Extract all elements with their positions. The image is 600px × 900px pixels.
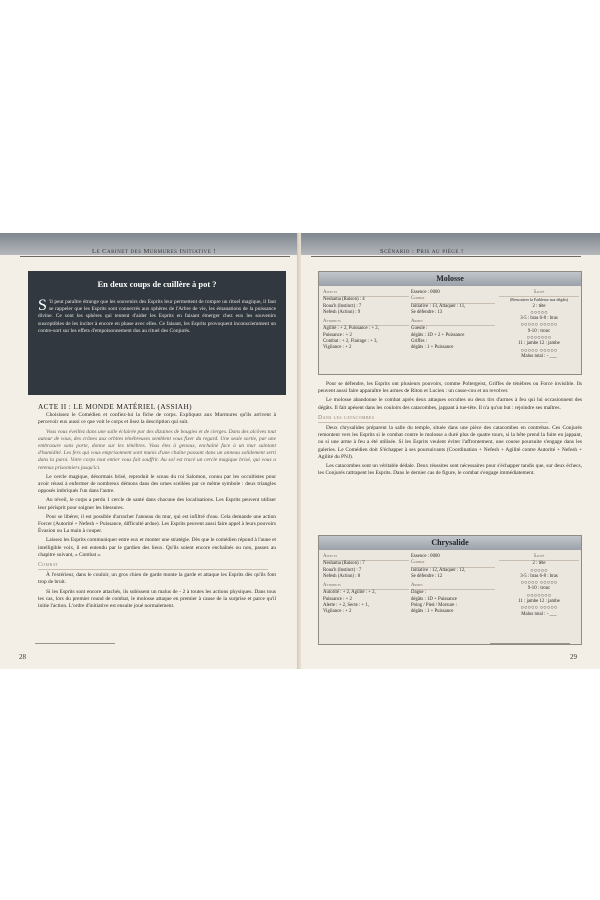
left-page <box>0 233 299 669</box>
sidebar-text: S 'il peut paraître étrange que les souvenirs des Esprits leur permettent de rompre un rituel magique, il faut se rappeler que les Esprits sont connectés aux sphères de l'Arbre de vie, les émanations de la puissance divine. Ce sont les sphères qui tentent d'aider les Esprits en faisant émerger chez eux les souvenirs susceptibles de les inciter à encore en phase avec elles. Ce faisant, les Esprits provoquent inconsciemment un contre-sort sur les effets d'empoisonnement dus au rituel des Conjurés. <box>38 297 276 334</box>
stat-line: Combat : + 2, Flairage : + 3, <box>323 339 378 345</box>
stat-line: Initiative : 12, Attaquer : 12, <box>411 567 466 573</box>
sante-label: 9-10 : tronc <box>527 328 551 334</box>
stat-block-title: Molosse <box>319 272 581 286</box>
paragraph: Deux chrysalides préparent la salle du temple, située dans une pièce des catacombes en contrebas. Ces Conjurés remontent vers les Esprits si le combat contre le molosse a duré plus de quatre tours, si la bête prend la fuite en jappant, ou si une arme à feu a été utilisée. Si les Esprits veulent éviter l'affrontement, une course poursuite s'engage dans les galeries. Le Comédien doit S'échapper à ses poursuivants (Coordination + Nefesh + Agilité contre Autorité + Nefesh + Agilité du PNJ). <box>318 425 582 460</box>
stat-line: Essence : 0000 <box>411 554 440 559</box>
stat-line: dégâts : 1 + Puissance <box>411 609 454 615</box>
footer-ornament <box>35 643 115 663</box>
stat-line: dégâts : 1D + Puissance <box>411 596 457 602</box>
stat-line: Vigilance : + 2 <box>323 609 352 615</box>
stat-heading: Aspects <box>323 554 409 561</box>
health-circles: ○○○○○ <box>530 567 548 574</box>
stat-line: dégâts : 1 + Puissance <box>411 345 454 351</box>
stat-line: Autorité : + 2, Agilité : + 2, <box>323 590 376 596</box>
stat-heading: Attributs <box>323 583 409 590</box>
stat-heading: Combat <box>411 560 495 567</box>
footer-ornament <box>490 643 570 663</box>
stat-heading: Aspects <box>323 290 409 297</box>
page-number: 28 <box>19 653 26 661</box>
stat-block-chrysalide <box>318 535 582 645</box>
running-head: Le Cabinet des Murmures Initiative ! <box>92 248 216 255</box>
sante-label: 2 : tête <box>532 561 546 567</box>
paragraph: Pour se libérer, il est possible d'arracher l'anneau du mur, qui est infiltré d'eau. Cela demande une action Forcer (Autorité + Nefesh + Puissance, difficulté ardue). Les Esprits peuvent aussi faire appel à leurs pouvoirs Évasion ou La main à couper. <box>38 513 277 535</box>
sante-label: 3-5 : bras 6-8 : bras <box>520 316 558 322</box>
subhead-catacombes: Dans les catacombes <box>318 415 548 423</box>
stat-line: Initiative : 13, Attaquer : 11, <box>411 303 466 309</box>
stat-block-title: Chrysalide <box>319 536 581 550</box>
stat-line: Se défendre : 12 <box>411 573 443 579</box>
health-circles: ○○○○○ ○○○○○ <box>520 605 558 612</box>
stat-heading: Attributs <box>323 319 409 326</box>
stat-heading: Armes <box>411 583 495 590</box>
stat-heading: Santé <box>499 290 579 297</box>
stat-line: Se défendre : 13 <box>411 309 443 315</box>
health-circles: ○○○○○○○ <box>526 592 552 599</box>
book-spread <box>0 233 600 669</box>
stat-col-aspects <box>323 290 409 352</box>
stat-line: dégâts : 1D + 2 + Puissance <box>411 332 465 338</box>
stat-line: Griffes : <box>411 339 428 345</box>
malus-total: Malus total : - ___ <box>521 611 557 617</box>
sidebar-title: En deux coups de cuillère à pot ? <box>97 279 217 289</box>
stat-heading: Santé <box>499 554 579 561</box>
stat-col-aspects <box>323 554 409 616</box>
stat-line: Nefesh (Action) : 9 <box>323 309 361 315</box>
stat-line: Nefesh (Action) : 8 <box>323 573 361 579</box>
paragraph: Au réveil, le corps a perdu 1 cercle de santé dans chacune des localisations. Les Esprits peuvent utiliser leur périsprit pour soigner les blessures. <box>38 497 276 511</box>
header-rule <box>311 256 581 257</box>
stat-line: Puissance : + 2 <box>323 596 352 602</box>
health-circles: ○○○○○ <box>530 309 548 316</box>
stat-col-sante <box>499 554 579 618</box>
stat-line: Roua'h (Instinct) : 7 <box>323 303 362 309</box>
paragraph: Le molosse abandonne le combat après deux attaques occultes ou deux tirs d'armes à feu qui lui occasionnent des dégâts. Il fait apésent dans les couloirs des catacombes, jappant à tue-tête. Il n'a qu'un but : rejoindre ses maîtres. <box>318 397 582 411</box>
paragraph: À l'extérieur, dans le couloir, un gros chien de garde monte la garde et attaque les Esprits dès qu'ils font trop de bruit. <box>38 572 276 586</box>
stat-line: Poing / Pied / Morsure : <box>411 603 457 609</box>
sante-label: 3-5 : bras 6-8 : bras <box>520 573 558 579</box>
stat-heading: Combat <box>411 296 495 303</box>
stat-line: Puissance : + 2 <box>323 332 352 338</box>
stat-line: Vigilance : + 2 <box>323 345 352 351</box>
act-title: ACTE II : LE MONDE MATÉRIEL (ASSIAH) <box>38 402 192 411</box>
page-number: 29 <box>570 653 577 661</box>
paragraph: Pour se défendre, les Esprits ont plusieurs pouvoirs, comme Poltergeist, Griffes de ténèbres ou Force invisible. Ils peuvent aussi faire apparaître les armes de Riton et Lucien : un casse-cou et un revolver. <box>318 381 582 395</box>
stat-col-combat <box>411 290 495 352</box>
stat-col-sante <box>499 290 579 360</box>
paragraph: Si les Esprits sont encore attachés, ils subissent un malus de - 2 à toutes les actions physiques. Dans tous les cas, lors du premier round de combat, le molosse attaque en premier à cause de la surprise et parce qu'il initie l'action. L'ordre d'initiative est ensuite joué normalement. <box>38 588 276 610</box>
stat-line: Essence : 0000 <box>411 290 440 295</box>
left-column <box>38 403 276 612</box>
paragraph: Les catacombes sont un véritable dédale. Deux réussites sont nécessaires pour s'échapper tandis que, sur deux échecs, les Conjurés rattrapent les Esprits. Dans le dernier cas de figure, le combat s'engage immédiatement. <box>318 463 582 477</box>
stat-line: Neshama (Raison) : 7 <box>323 561 365 567</box>
stat-line: Gueule : <box>411 326 428 332</box>
stat-line: Agilité : + 2, Puissance : + 2, <box>323 326 379 332</box>
read-aloud-text: Vous vous éveillez dans une salle éclairée par des dizaines de bougies et de cierges. Dans des alcôves tout autour de vous, des crânes aux orbites ténébreuses semblent vous fixer du regard. Une seule sortie, par une embrasure sans porte, donne sur les ténèbres. Vous êtes à genoux, enchaîné face à un mur suintant d'humidité. Les fers qui vous emprisonnent sont munis d'une chaîne passant dans un anneau solidement serti dans la paroi. Votre corps tout entier vous fait souffrir. Au sol est tracé un cercle magique brisé, qui vous a retenus prisonniers jusqu'ici. <box>38 428 276 471</box>
stat-line: Neshama (Raison) : 4 <box>323 297 365 303</box>
paragraph: Le cercle magique, désormais brisé, reproduit le sceau du roi Salomon, connu par les occultistes pour avoir réussi à enfermer de nombreux démons dans des urnes scellées par ce même symbole : deux triangles opposés imbriqués l'un dans l'autre. <box>38 473 276 495</box>
stat-heading: Armes <box>411 319 495 326</box>
sante-label: 9-10 : tronc <box>527 586 551 592</box>
stat-line: Alerte : + 2, Secte : + 1, <box>323 603 370 609</box>
sante-label: 2 : tête <box>532 303 546 309</box>
sante-label: 11 : jambe 12 : jambe <box>518 599 560 605</box>
running-head: Scénario : Pris au piège ! <box>380 248 464 255</box>
paragraph: Laissez les Esprits communiquer entre eux et monter une stratégie. Dès que le comédien répond à l'aune et intelligible voix, il est entendu par le gardien des lieux. Qu'ils soient encore enchaînés ou non, passez au chapitre suivant, « Combat ». <box>38 537 276 558</box>
sante-note: (Rencontrer la Faiblesse aux dégâts) <box>509 297 569 303</box>
subhead-combat: Combat <box>38 562 268 570</box>
header-rule <box>20 256 290 257</box>
stat-col-combat <box>411 554 495 616</box>
sidebar-box <box>28 271 286 395</box>
stat-line: Roua'h (Instinct) : 7 <box>323 567 362 573</box>
health-circles: ○○○○○○○ <box>526 335 552 342</box>
stat-block-molosse <box>318 271 582 375</box>
malus-total: Malus total : - ___ <box>521 353 557 359</box>
stat-line: Dague : <box>411 590 427 596</box>
health-circles: ○○○○○ ○○○○○ <box>520 322 558 329</box>
health-circles: ○○○○○ ○○○○○ <box>520 347 558 354</box>
dropcap: S <box>38 297 47 314</box>
health-circles: ○○○○○ ○○○○○ <box>520 580 558 587</box>
right-column <box>318 381 582 479</box>
paragraph: Choisissez le Comédien et confiez-lui la fiche de corps. Expliquez aux Murmures qu'ils arrivent à percevoir eux aussi ce que voit le corps et lisez la description qui suit. <box>38 412 276 426</box>
sante-label: 11 : jambe 12 : jambe <box>518 341 560 347</box>
